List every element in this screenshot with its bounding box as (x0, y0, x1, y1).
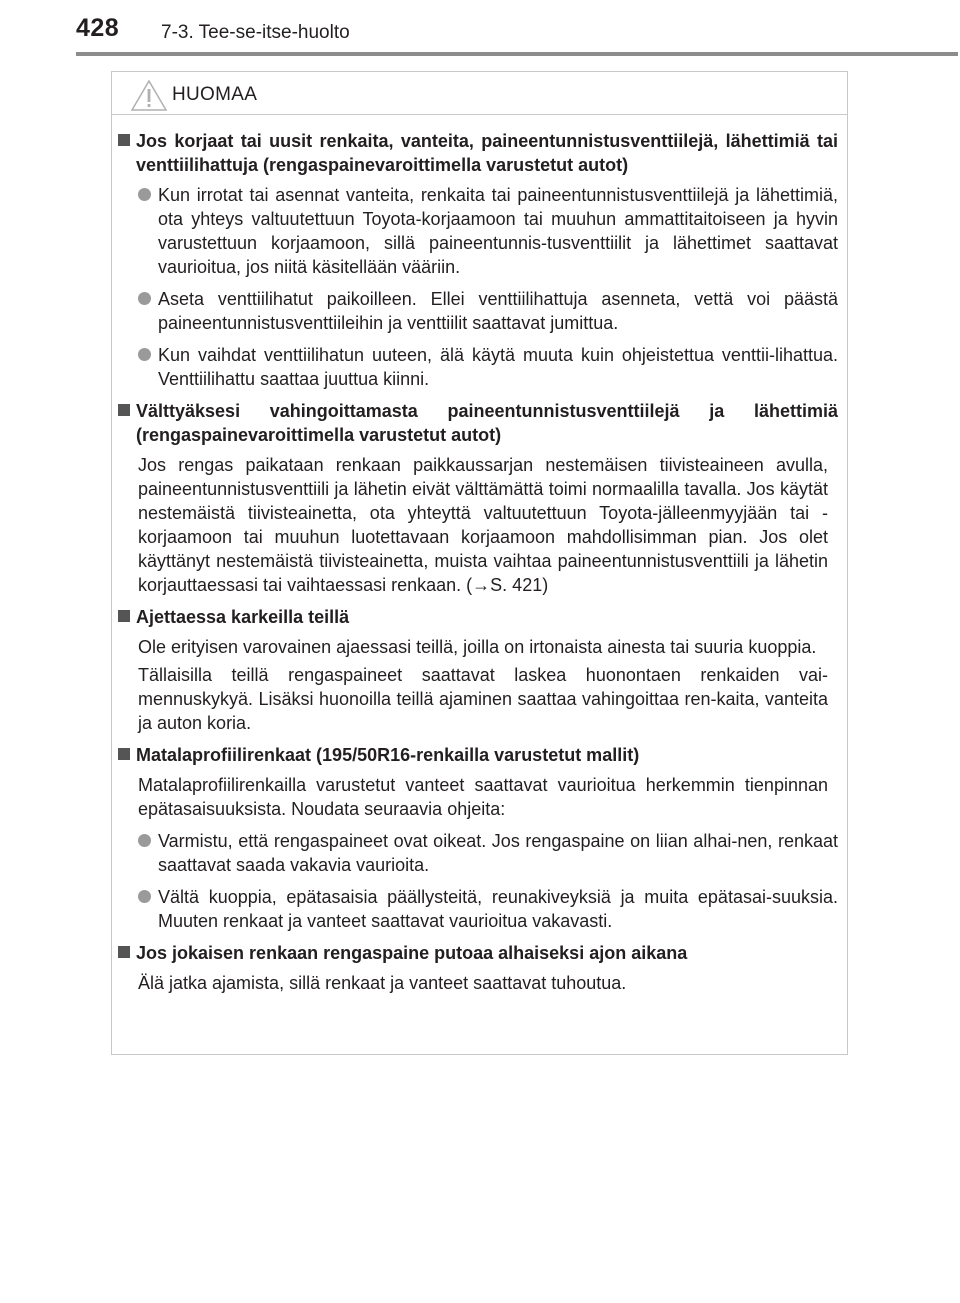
section-heading: Jos jokaisen renkaan rengaspaine putoaa alhaiseksi ajon aikana (114, 941, 838, 965)
paragraph: Ole erityisen varovainen ajaessasi teillä, joilla on irtonaista ainesta tai suuria kuoppia. (138, 637, 817, 657)
section-title: 7-3. Tee-se-itse-huolto (161, 22, 350, 43)
section-heading: Ajettaessa karkeilla teillä (114, 605, 838, 629)
paragraph: Jos rengas paikataan renkaan paikkaussarjan nestemäisen tiivisteaineen avulla, paineentunnistusventtiili ja lähetin eivät välttämättä toimi normaalilla tavalla. Jos käytät nestemäistä tiivisteainetta, ota yhteyttä valtuutettuun Toyota-jälleenmyyjään tai -korjaamoon tai muuhun luotettavaan korjaamoon mahdollisimman pian. Jos olet käyttänyt nestemäistä tiivisteainetta, muista vaihtaa paineentunnistusventtiili ja lähetin korjauttaessasi tai vaihtaessasi renkaan. (→S. 421) (138, 455, 828, 595)
circle-bullet-icon (138, 829, 158, 877)
notice-body (112, 115, 847, 995)
notice-header (112, 72, 847, 115)
page-header (0, 0, 960, 60)
circle-bullet-icon (138, 183, 158, 279)
section-heading: Välttyäksesi vahingoittamasta paineentunnistusventtiilejä ja lähettimiä (rengaspainevaroittimella varustetut autot) (114, 399, 838, 447)
paragraph: Tällaisilla teillä rengaspaineet saattavat laskea huonontaen renkaiden vai-mennuskykyä. Lisäksi huonoilla teillä ajaminen saattaa vahingoittaa ren-kaita, vanteita ja auton koria. (138, 665, 828, 733)
paragraph: Älä jatka ajamista, sillä renkaat ja vanteet saattavat tuhoutua. (138, 973, 627, 993)
list-item: Aseta venttiilihatut paikoilleen. Ellei venttiilihattuja asenneta, vettä voi päästä paineentunnistusventtiileihin ja venttiilit saattavat jumittua. (138, 287, 838, 335)
page-number: 428 (76, 14, 120, 42)
list-item: Kun irrotat tai asennat vanteita, renkaita tai paineentunnistusventtiilejä ja lähettimiä, ota yhteys valtuutettuun Toyota-korjaamoon tai muuhun ammattitaitoiseen ja hyvin varustettuun korjaamoon, sillä paineentunnis-tusventtiilit ja lähettimet saattavat vaurioitua, jos niitä käsitellään vääriin. (138, 183, 838, 279)
circle-bullet-icon (138, 287, 158, 335)
square-bullet-icon (114, 743, 136, 767)
square-bullet-icon (114, 605, 136, 629)
section-heading: Matalaprofiilirenkaat (195/50R16-renkailla varustetut mallit) (114, 743, 838, 767)
notice-box (111, 71, 848, 1055)
square-bullet-icon (114, 129, 136, 177)
warning-triangle-icon (130, 79, 168, 112)
circle-bullet-icon (138, 885, 158, 933)
notice-title: HUOMAA (172, 84, 258, 105)
header-divider (76, 52, 958, 56)
circle-bullet-icon (138, 343, 158, 391)
list-item: Varmistu, että rengaspaineet ovat oikeat. Jos rengaspaine on liian alhai-nen, renkaat saattavat saada vakavia vaurioita. (138, 829, 838, 877)
paragraph: Matalaprofiilirenkailla varustetut vanteet saattavat vaurioitua herkemmin tienpinnan epätasaisuuksista. Noudata seuraavia ohjeita: (138, 775, 828, 819)
list-item: Vältä kuoppia, epätasaisia päällysteitä, reunakiveyksiä ja muita epätasai-suuksia. Muuten renkaat ja vanteet saattavat vaurioitua vakavasti. (138, 885, 838, 933)
square-bullet-icon (114, 941, 136, 965)
list-item: Kun vaihdat venttiilihatun uuteen, älä käytä muuta kuin ohjeistettua venttii-lihattua. Venttiilihattu saattaa juuttua kiinni. (138, 343, 838, 391)
square-bullet-icon (114, 399, 136, 447)
section-heading: Jos korjaat tai uusit renkaita, vanteita, paineentunnistusventtiilejä, lähettimiä tai venttiilihattuja (rengaspainevaroittimella varustetut autot) (114, 129, 838, 177)
